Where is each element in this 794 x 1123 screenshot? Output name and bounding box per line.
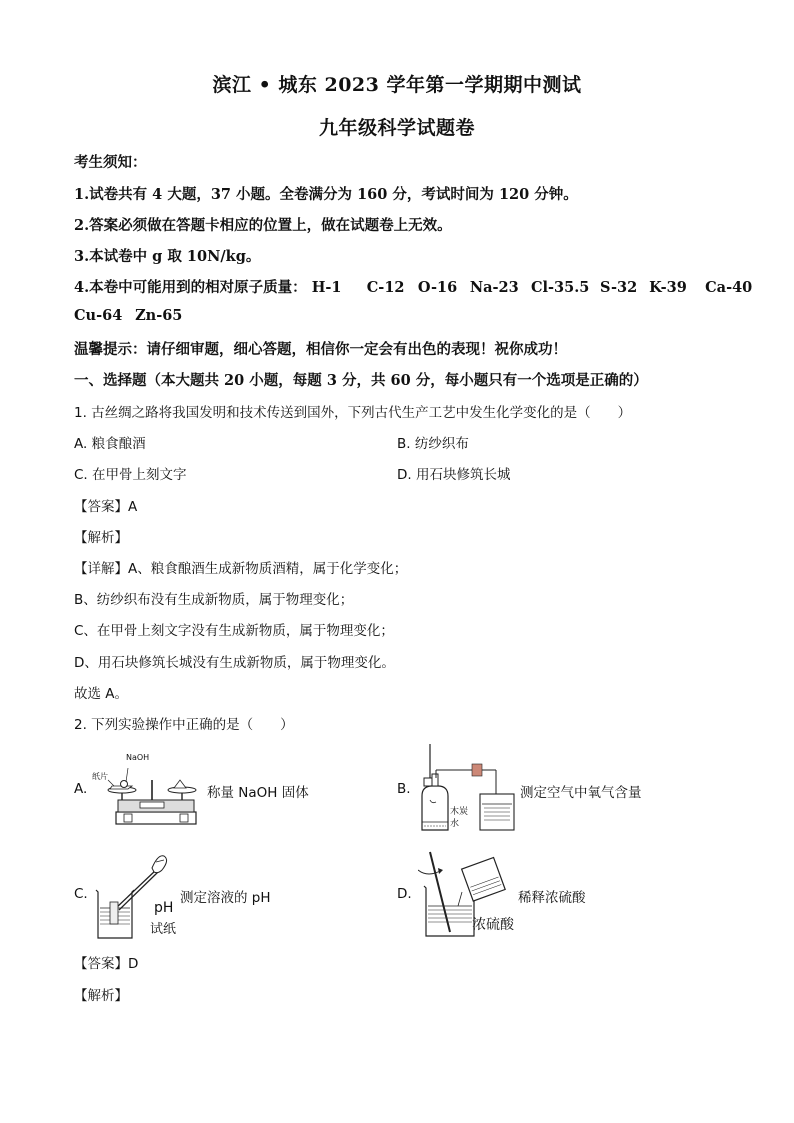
notice-item-2: 2.答案必须做在答题卡相应的位置上，做在试题卷上无效。 xyxy=(74,217,452,234)
mass-cl: Cl-35.5 xyxy=(530,279,590,296)
ph-label: pH xyxy=(154,900,174,916)
exam-title: 滨江 • 城东 2023 学年第一学期期中测试 xyxy=(212,74,582,96)
q1-answer: 【答案】A xyxy=(74,499,138,515)
notice-heading: 考生须知： xyxy=(74,154,147,171)
mass-ca: Ca-40 xyxy=(705,279,753,296)
q1-analysis: 【解析】 xyxy=(74,530,128,546)
naoh-label: NaOH xyxy=(126,753,150,762)
balance-figure xyxy=(88,750,206,826)
notice-item-4-lead: 4.本卷中可能用到的相对原子质量： xyxy=(74,279,307,296)
q1-detail-3: C、在甲骨上刻文字没有生成新物质，属于物理变化； xyxy=(74,623,394,639)
q2-option-b-letter: B. xyxy=(397,781,411,797)
q1-option-d: D. 用石块修筑长城 xyxy=(397,467,511,483)
q1-option-a: A. 粮食酿酒 xyxy=(74,436,146,452)
q1-detail-1: 【详解】A、粮食酿酒生成新物质酒精，属于化学变化； xyxy=(74,561,408,577)
q2-analysis: 【解析】 xyxy=(74,988,128,1004)
section-heading: 一、选择题（本大题共 20 小题，每题 3 分，共 60 分，每小题只有一个选项是正确的） xyxy=(74,372,648,389)
q1-detail-2: B、纺纱织布没有生成新物质，属于物理变化； xyxy=(74,592,354,608)
q2-answer: 【答案】D xyxy=(74,956,139,972)
paper-label: 纸片 xyxy=(92,772,108,781)
q2-option-c-caption: 测定溶液的 pH xyxy=(180,890,271,906)
notice-item-1: 1.试卷共有 4 大题，37 小题。全卷满分为 160 分，考试时间为 120 分钟。 xyxy=(74,186,578,203)
notice-item-4 xyxy=(74,276,752,297)
mass-na: Na-23 xyxy=(469,279,519,296)
mass-h: H-1 xyxy=(311,279,342,296)
q1-option-b: B. 纺纱织布 xyxy=(397,436,469,452)
q2-option-d-letter: D. xyxy=(397,886,412,902)
gas-bottle-icon xyxy=(418,744,518,834)
mass-cu: Cu-64 xyxy=(74,307,123,324)
mass-c: C-12 xyxy=(366,279,405,296)
notice-item-3: 3.本试卷中 g 取 10N/kg。 xyxy=(74,248,261,265)
q1-detail-4: D、用石块修筑长城没有生成新物质，属于物理变化。 xyxy=(74,655,395,671)
q1-option-c: C. 在甲骨上刻文字 xyxy=(74,467,187,483)
q2-option-a-caption: 称量 NaOH 固体 xyxy=(207,785,309,801)
warm-tip: 温馨提示：请仔细审题，细心答题，相信你一定会有出色的表现！祝你成功！ xyxy=(74,341,567,358)
exam-subtitle: 九年级科学试题卷 xyxy=(318,117,475,139)
dilute-acid-figure xyxy=(418,848,518,940)
q2-option-c-letter: C. xyxy=(74,886,88,902)
test-paper-label: 试纸 xyxy=(150,922,177,937)
notice-item-4-cont xyxy=(74,307,182,324)
acid-label: 浓硫酸 xyxy=(472,917,514,933)
mass-o: O-16 xyxy=(417,279,458,296)
mass-k: K-39 xyxy=(649,279,687,296)
water-label: 水 xyxy=(450,819,460,829)
q1-conclusion: 故选 A。 xyxy=(74,686,129,702)
mass-s: S-32 xyxy=(600,279,638,296)
oxygen-apparatus-figure xyxy=(418,744,518,834)
q1-stem: 1. 古丝绸之路将我国发明和技术传送到国外，下列古代生产工艺中发生化学变化的是（ ） xyxy=(74,405,632,421)
mass-zn: Zn-65 xyxy=(135,307,183,324)
q2-option-d-caption: 稀释浓硫酸 xyxy=(518,890,586,906)
charcoal-label: 木炭 xyxy=(450,807,469,817)
q2-option-b-caption: 测定空气中氧气含量 xyxy=(520,785,642,801)
ph-test-figure xyxy=(92,850,182,940)
q2-option-a-letter: A. xyxy=(74,781,88,797)
q2-stem: 2. 下列实验操作中正确的是（ ） xyxy=(74,717,294,733)
